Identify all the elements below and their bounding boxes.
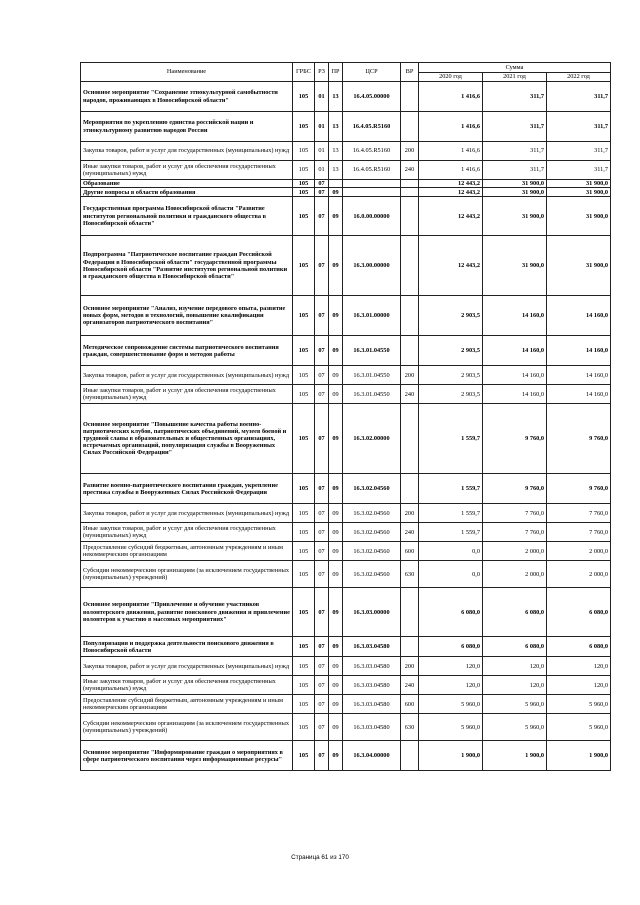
row-csr-cell: 16.4.05.R5160	[343, 161, 401, 180]
table-row	[81, 561, 611, 588]
row-rz-cell: 07	[315, 588, 329, 637]
row-2020-cell: 1 416,6	[419, 142, 483, 161]
row-name-cell: Закупка товаров, работ и услуг для государственных (муниципальных) нужд	[81, 366, 293, 385]
row-2022-cell: 9 760,0	[547, 404, 611, 474]
row-2021-cell: 311,7	[483, 82, 547, 112]
row-vr-cell	[401, 112, 419, 142]
row-vr-cell	[401, 188, 419, 197]
row-2022-cell: 6 080,0	[547, 637, 611, 657]
row-2020-cell: 1 559,7	[419, 504, 483, 523]
row-2021-cell: 9 760,0	[483, 474, 547, 504]
row-pr-cell: 09	[329, 504, 343, 523]
row-rz-cell: 07	[315, 236, 329, 296]
row-2021-cell: 14 160,0	[483, 336, 547, 366]
row-2021-cell: 14 160,0	[483, 366, 547, 385]
table-row	[81, 366, 611, 385]
table-row	[81, 588, 611, 637]
table-row	[81, 180, 611, 188]
row-grbs-cell: 105	[293, 676, 315, 695]
header-name: Наименование	[81, 63, 293, 82]
row-grbs-cell: 105	[293, 404, 315, 474]
row-name-cell: Методическое сопровождение системы патриотического воспитания граждан, совершенствование форм и методов работы	[81, 336, 293, 366]
row-2022-cell: 14 160,0	[547, 385, 611, 404]
row-csr-cell: 16.3.03.04580	[343, 676, 401, 695]
table-row	[81, 82, 611, 112]
row-name-cell: Популяризация и поддержка деятельности поискового движения в Новосибирской области	[81, 637, 293, 657]
table-row	[81, 474, 611, 504]
row-2022-cell: 311,7	[547, 161, 611, 180]
row-2020-cell: 5 960,0	[419, 714, 483, 741]
row-2022-cell: 31 900,0	[547, 188, 611, 197]
row-grbs-cell: 105	[293, 588, 315, 637]
row-rz-cell: 07	[315, 336, 329, 366]
row-2022-cell: 5 960,0	[547, 714, 611, 741]
table-row	[81, 542, 611, 561]
row-rz-cell: 01	[315, 161, 329, 180]
row-rz-cell: 01	[315, 82, 329, 112]
row-name-cell: Закупка товаров, работ и услуг для государственных (муниципальных) нужд	[81, 142, 293, 161]
table-row	[81, 161, 611, 180]
row-rz-cell: 07	[315, 695, 329, 714]
row-csr-cell: 16.3.00.00000	[343, 236, 401, 296]
row-2020-cell: 120,0	[419, 676, 483, 695]
row-2022-cell: 31 900,0	[547, 236, 611, 296]
row-vr-cell	[401, 741, 419, 771]
row-grbs-cell: 105	[293, 657, 315, 676]
row-2021-cell: 9 760,0	[483, 404, 547, 474]
row-grbs-cell: 105	[293, 637, 315, 657]
row-2021-cell: 5 960,0	[483, 714, 547, 741]
row-csr-cell: 16.3.01.04550	[343, 366, 401, 385]
row-csr-cell: 16.3.02.04560	[343, 504, 401, 523]
row-grbs-cell: 105	[293, 474, 315, 504]
row-pr-cell: 09	[329, 542, 343, 561]
row-2020-cell: 1 559,7	[419, 404, 483, 474]
row-pr-cell: 09	[329, 404, 343, 474]
row-2022-cell: 7 760,0	[547, 523, 611, 542]
row-grbs-cell: 105	[293, 236, 315, 296]
row-2021-cell: 14 160,0	[483, 296, 547, 336]
row-rz-cell: 07	[315, 542, 329, 561]
budget-table	[80, 62, 611, 771]
row-2022-cell: 2 000,0	[547, 561, 611, 588]
row-2021-cell: 7 760,0	[483, 504, 547, 523]
row-2022-cell: 31 900,0	[547, 197, 611, 236]
table-row	[81, 197, 611, 236]
row-pr-cell: 09	[329, 657, 343, 676]
row-2020-cell: 2 903,5	[419, 366, 483, 385]
row-grbs-cell: 105	[293, 296, 315, 336]
row-csr-cell: 16.3.02.00000	[343, 404, 401, 474]
row-grbs-cell: 105	[293, 180, 315, 188]
row-grbs-cell: 105	[293, 197, 315, 236]
row-2022-cell: 9 760,0	[547, 474, 611, 504]
row-pr-cell: 09	[329, 197, 343, 236]
row-rz-cell: 07	[315, 180, 329, 188]
row-pr-cell: 09	[329, 366, 343, 385]
row-csr-cell: 16.3.03.04580	[343, 657, 401, 676]
row-2020-cell: 2 903,5	[419, 336, 483, 366]
row-2021-cell: 2 000,0	[483, 561, 547, 588]
row-name-cell: Развитие военно-патриотического воспитания граждан, укрепление престижа службы в Вооруженных Силах Российской Федерации	[81, 474, 293, 504]
row-pr-cell: 09	[329, 236, 343, 296]
row-name-cell: Закупка товаров, работ и услуг для государственных (муниципальных) нужд	[81, 504, 293, 523]
row-2022-cell: 311,7	[547, 112, 611, 142]
row-csr-cell: 16.4.05.R5160	[343, 142, 401, 161]
row-name-cell: Иные закупки товаров, работ и услуг для обеспечения государственных (муниципальных) нужд	[81, 676, 293, 695]
row-2020-cell: 0,0	[419, 561, 483, 588]
row-rz-cell: 07	[315, 296, 329, 336]
row-2021-cell: 2 000,0	[483, 542, 547, 561]
table-row	[81, 676, 611, 695]
row-2020-cell: 1 559,7	[419, 474, 483, 504]
header-year-2022: 2022 год	[547, 73, 611, 82]
row-vr-cell: 600	[401, 542, 419, 561]
table-row	[81, 523, 611, 542]
row-grbs-cell: 105	[293, 741, 315, 771]
row-vr-cell	[401, 474, 419, 504]
row-2022-cell: 31 900,0	[547, 180, 611, 188]
row-name-cell: Государственная программа Новосибирской области "Развитие институтов региональной политики и гражданского общества в Новосибирской области"	[81, 197, 293, 236]
table-body	[81, 82, 611, 771]
row-csr-cell: 16.3.04.00000	[343, 741, 401, 771]
row-2020-cell: 1 900,0	[419, 741, 483, 771]
row-name-cell: Другие вопросы в области образования	[81, 188, 293, 197]
row-2021-cell: 31 900,0	[483, 236, 547, 296]
row-vr-cell: 630	[401, 561, 419, 588]
table-row	[81, 741, 611, 771]
row-vr-cell	[401, 588, 419, 637]
header-year-2021: 2021 год	[483, 73, 547, 82]
row-2020-cell: 1 559,7	[419, 523, 483, 542]
row-2022-cell: 7 760,0	[547, 504, 611, 523]
row-name-cell: Субсидии некоммерческим организациям (за исключением государственных (муниципальных) учреждений)	[81, 714, 293, 741]
row-2021-cell: 7 760,0	[483, 523, 547, 542]
row-grbs-cell: 105	[293, 542, 315, 561]
row-rz-cell: 07	[315, 561, 329, 588]
row-2022-cell: 120,0	[547, 657, 611, 676]
row-pr-cell: 13	[329, 82, 343, 112]
row-name-cell: Иные закупки товаров, работ и услуг для обеспечения государственных (муниципальных) нужд	[81, 523, 293, 542]
row-pr-cell: 09	[329, 523, 343, 542]
row-2020-cell: 5 960,0	[419, 695, 483, 714]
row-vr-cell: 200	[401, 142, 419, 161]
row-vr-cell: 200	[401, 504, 419, 523]
row-2022-cell: 311,7	[547, 82, 611, 112]
row-name-cell: Основное мероприятие "Информирование граждан о мероприятиях в сфере патриотического воспитания через информационные ресурсы"	[81, 741, 293, 771]
row-name-cell: Основное мероприятие "Повышение качества работы военно-патриотических клубов, патриотических объединений, музеев боевой и трудовой славы в образовательных и общественных организациях, встречаемых организаций, популяризация службы в Вооруженных Силах Российской Федерации"	[81, 404, 293, 474]
row-grbs-cell: 105	[293, 695, 315, 714]
row-rz-cell: 07	[315, 474, 329, 504]
row-2021-cell: 31 900,0	[483, 197, 547, 236]
table-row	[81, 714, 611, 741]
row-2020-cell: 12 443,2	[419, 180, 483, 188]
header-csr: ЦСР	[343, 63, 401, 82]
row-rz-cell: 01	[315, 112, 329, 142]
table-row	[81, 142, 611, 161]
row-pr-cell: 09	[329, 561, 343, 588]
row-2020-cell: 6 080,0	[419, 588, 483, 637]
row-grbs-cell: 105	[293, 714, 315, 741]
row-vr-cell	[401, 637, 419, 657]
table-row	[81, 336, 611, 366]
row-rz-cell: 07	[315, 523, 329, 542]
row-vr-cell: 240	[401, 161, 419, 180]
row-rz-cell: 07	[315, 188, 329, 197]
row-2021-cell: 311,7	[483, 161, 547, 180]
row-pr-cell: 09	[329, 296, 343, 336]
header-rz: РЗ	[315, 63, 329, 82]
row-name-cell: Субсидии некоммерческим организациям (за исключением государственных (муниципальных) учреждений)	[81, 561, 293, 588]
row-csr-cell: 16.4.05.R5160	[343, 112, 401, 142]
row-name-cell: Мероприятия по укреплению единства российской нации и этнокультурному развитию народов России	[81, 112, 293, 142]
row-csr-cell: 16.3.01.00000	[343, 296, 401, 336]
row-2021-cell: 311,7	[483, 142, 547, 161]
table-row	[81, 385, 611, 404]
row-csr-cell: 16.3.03.04580	[343, 714, 401, 741]
table-row	[81, 504, 611, 523]
table-header	[81, 63, 611, 82]
row-2021-cell: 5 960,0	[483, 695, 547, 714]
row-grbs-cell: 105	[293, 188, 315, 197]
row-pr-cell: 09	[329, 741, 343, 771]
row-pr-cell: 09	[329, 336, 343, 366]
row-vr-cell	[401, 404, 419, 474]
row-grbs-cell: 105	[293, 561, 315, 588]
row-2022-cell: 14 160,0	[547, 296, 611, 336]
row-pr-cell: 09	[329, 637, 343, 657]
row-grbs-cell: 105	[293, 366, 315, 385]
row-2021-cell: 120,0	[483, 676, 547, 695]
table-row	[81, 404, 611, 474]
row-2020-cell: 1 416,6	[419, 161, 483, 180]
row-pr-cell: 09	[329, 188, 343, 197]
page-number: Страница 61 из 170	[291, 854, 349, 861]
row-vr-cell: 240	[401, 523, 419, 542]
row-rz-cell: 07	[315, 714, 329, 741]
row-rz-cell: 01	[315, 142, 329, 161]
row-2020-cell: 12 443,2	[419, 236, 483, 296]
row-2022-cell: 5 960,0	[547, 695, 611, 714]
row-csr-cell: 16.0.00.00000	[343, 197, 401, 236]
row-2020-cell: 12 443,2	[419, 197, 483, 236]
table-row	[81, 296, 611, 336]
row-rz-cell: 07	[315, 676, 329, 695]
table-row	[81, 695, 611, 714]
table-row	[81, 637, 611, 657]
row-2020-cell: 1 416,6	[419, 112, 483, 142]
row-vr-cell: 600	[401, 695, 419, 714]
row-2022-cell: 311,7	[547, 142, 611, 161]
row-2021-cell: 6 080,0	[483, 588, 547, 637]
row-csr-cell: 16.3.01.04550	[343, 336, 401, 366]
row-csr-cell: 16.3.03.00000	[343, 588, 401, 637]
row-2022-cell: 1 900,0	[547, 741, 611, 771]
row-pr-cell: 13	[329, 161, 343, 180]
row-grbs-cell: 105	[293, 82, 315, 112]
row-csr-cell: 16.3.02.04560	[343, 561, 401, 588]
row-name-cell: Закупка товаров, работ и услуг для государственных (муниципальных) нужд	[81, 657, 293, 676]
row-2021-cell: 1 900,0	[483, 741, 547, 771]
row-2022-cell: 14 160,0	[547, 336, 611, 366]
row-2020-cell: 2 903,5	[419, 385, 483, 404]
header-sum: Сумма	[419, 63, 611, 73]
row-name-cell: Иные закупки товаров, работ и услуг для обеспечения государственных (муниципальных) нужд	[81, 385, 293, 404]
row-csr-cell: 16.3.03.04580	[343, 637, 401, 657]
row-rz-cell: 07	[315, 404, 329, 474]
row-name-cell: Подпрограмма "Патриотическое воспитание граждан Российской Федерации в Новосибирской области" государственной программы Новосибирской области "Развитие институтов региональной политики и гражданского общества в Новосибирской области"	[81, 236, 293, 296]
row-2020-cell: 2 903,5	[419, 296, 483, 336]
row-pr-cell: 09	[329, 588, 343, 637]
row-rz-cell: 07	[315, 385, 329, 404]
row-2020-cell: 1 416,6	[419, 82, 483, 112]
header-pr: ПР	[329, 63, 343, 82]
row-csr-cell: 16.4.05.00000	[343, 82, 401, 112]
row-vr-cell	[401, 180, 419, 188]
row-pr-cell: 13	[329, 112, 343, 142]
row-2022-cell: 2 000,0	[547, 542, 611, 561]
row-2022-cell: 6 080,0	[547, 588, 611, 637]
row-name-cell: Предоставление субсидий бюджетным, автономным учреждениям и иным некоммерческим организациям	[81, 542, 293, 561]
row-grbs-cell: 105	[293, 504, 315, 523]
row-pr-cell: 09	[329, 695, 343, 714]
row-vr-cell: 240	[401, 385, 419, 404]
row-grbs-cell: 105	[293, 161, 315, 180]
table-row	[81, 657, 611, 676]
row-name-cell: Основное мероприятие "Анализ, изучение передового опыта, развитие новых форм, методов и технологий, повышение квалификации организаторов патриотического воспитания"	[81, 296, 293, 336]
row-vr-cell	[401, 296, 419, 336]
row-grbs-cell: 105	[293, 142, 315, 161]
row-pr-cell: 13	[329, 142, 343, 161]
row-pr-cell	[329, 180, 343, 188]
row-rz-cell: 07	[315, 637, 329, 657]
header-year-2020: 2020 год	[419, 73, 483, 82]
row-name-cell: Основное мероприятие "Привлечение и обучение участников волонтерского движения, развитие поискового движения и привлечение волонтеров к участию в массовых мероприятиях"	[81, 588, 293, 637]
row-grbs-cell: 105	[293, 385, 315, 404]
row-name-cell: Иные закупки товаров, работ и услуг для обеспечения государственных (муниципальных) нужд	[81, 161, 293, 180]
row-2021-cell: 14 160,0	[483, 385, 547, 404]
header-grbs: ГРБС	[293, 63, 315, 82]
row-grbs-cell: 105	[293, 336, 315, 366]
row-2021-cell: 311,7	[483, 112, 547, 142]
row-csr-cell: 16.3.02.04560	[343, 542, 401, 561]
row-pr-cell: 09	[329, 385, 343, 404]
row-csr-cell: 16.3.02.04560	[343, 474, 401, 504]
row-name-cell: Основное мероприятие "Сохранение этнокультурной самобытности народов, проживающих в Новосибирской области"	[81, 82, 293, 112]
row-2022-cell: 120,0	[547, 676, 611, 695]
row-rz-cell: 07	[315, 657, 329, 676]
row-2020-cell: 120,0	[419, 657, 483, 676]
row-2022-cell: 14 160,0	[547, 366, 611, 385]
row-rz-cell: 07	[315, 741, 329, 771]
row-2021-cell: 31 900,0	[483, 188, 547, 197]
row-csr-cell: 16.3.03.04580	[343, 695, 401, 714]
row-name-cell: Образование	[81, 180, 293, 188]
row-vr-cell	[401, 236, 419, 296]
row-vr-cell: 630	[401, 714, 419, 741]
row-vr-cell: 240	[401, 676, 419, 695]
row-csr-cell	[343, 188, 401, 197]
row-csr-cell: 16.3.01.04550	[343, 385, 401, 404]
row-csr-cell: 16.3.02.04560	[343, 523, 401, 542]
table-row	[81, 112, 611, 142]
row-grbs-cell: 105	[293, 523, 315, 542]
row-2021-cell: 31 900,0	[483, 180, 547, 188]
row-pr-cell: 09	[329, 714, 343, 741]
row-2021-cell: 6 080,0	[483, 637, 547, 657]
row-rz-cell: 07	[315, 504, 329, 523]
row-2020-cell: 0,0	[419, 542, 483, 561]
row-vr-cell: 200	[401, 657, 419, 676]
row-2020-cell: 12 443,2	[419, 188, 483, 197]
row-vr-cell	[401, 336, 419, 366]
row-pr-cell: 09	[329, 474, 343, 504]
row-rz-cell: 07	[315, 366, 329, 385]
row-name-cell: Предоставление субсидий бюджетным, автономным учреждениям и иным некоммерческим организациям	[81, 695, 293, 714]
row-pr-cell: 09	[329, 676, 343, 695]
table-row	[81, 188, 611, 197]
table-row	[81, 236, 611, 296]
row-vr-cell	[401, 197, 419, 236]
row-2021-cell: 120,0	[483, 657, 547, 676]
row-vr-cell: 200	[401, 366, 419, 385]
header-vr: ВР	[401, 63, 419, 82]
row-grbs-cell: 105	[293, 112, 315, 142]
row-2020-cell: 6 080,0	[419, 637, 483, 657]
row-csr-cell	[343, 180, 401, 188]
row-vr-cell	[401, 82, 419, 112]
row-rz-cell: 07	[315, 197, 329, 236]
